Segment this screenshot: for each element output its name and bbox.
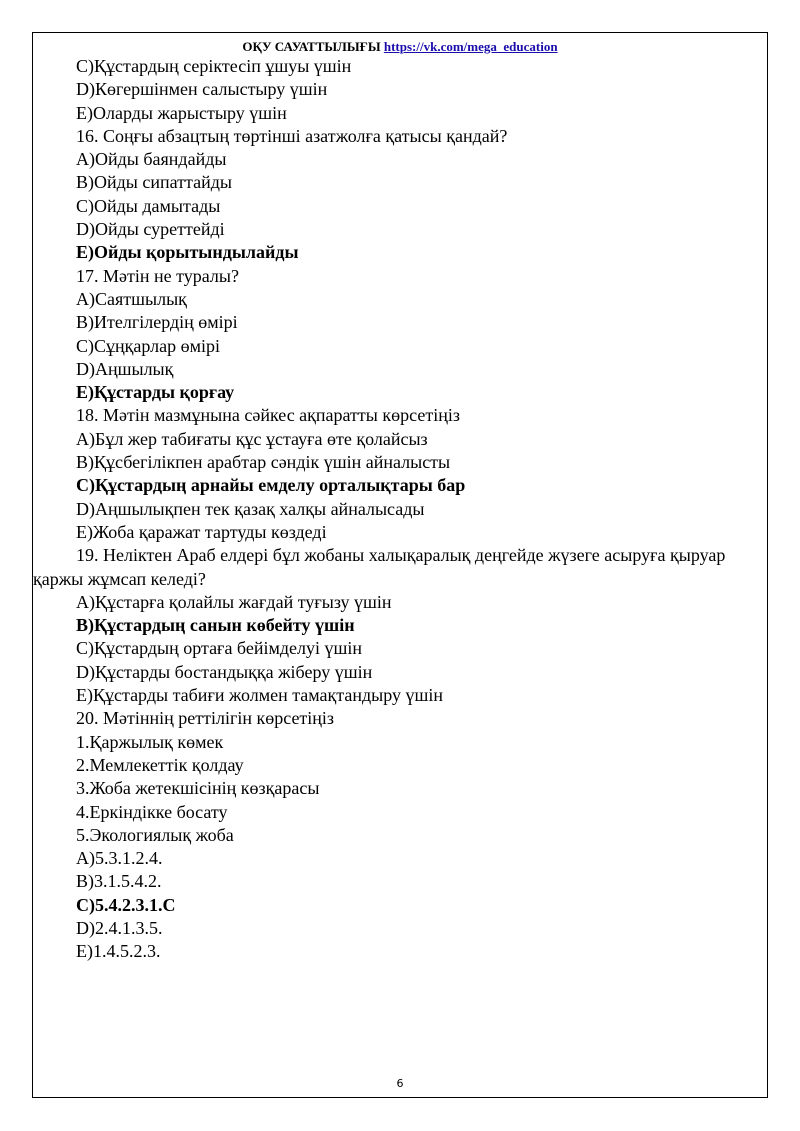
document-body [33,55,753,964]
text-line: 4.Еркіндікке босату [76,801,228,822]
text-line: D)2.4.1.3.5. [76,917,163,938]
text-line: D)Аңшылық [76,358,174,379]
text-line: 19. Неліктен Араб елдері бұл жобаны халықаралық деңгейде жүзеге асыруға қыруар қаржы жұмсап келеді? [33,545,726,589]
text-line: C)Құстардың ортаға бейімделуі үшін [76,638,362,659]
text-line: 20. Мәтіннің реттілігін көрсетіңіз [76,708,335,729]
text-line: D)Көгершінмен салыстыру үшін [76,79,328,100]
text-line: 17. Мәтін не туралы? [76,265,239,286]
text-line: 5.Экологиялық жоба [76,824,234,845]
page-number: 6 [396,1077,404,1090]
text-line: C)Құстардың серіктесіп ұшуы үшін [76,56,352,76]
text-line: D)Құстарды бостандыққа жіберу үшін [76,661,373,682]
text-line: A)Ойды баяндайды [76,149,227,170]
text-line: E)Жоба қаражат тартуды көздеді [76,521,327,542]
text-line: E)Оларды жарыстыру үшін [76,102,287,123]
text-line: C)Ойды дамытады [76,195,221,216]
text-line: 16. Соңғы абзацтың төртінші азатжолға қатысы қандай? [76,125,508,146]
header-link[interactable]: https://vk.com/mega_education [383,39,558,54]
text-line: B)3.1.5.4.2. [76,871,162,892]
answer-line-correct: B)Құстардың санын көбейту үшін [76,615,355,636]
text-line: A)Саятшылық [76,288,187,309]
text-line: D)Аңшылықпен тек қазақ халқы айналысады [76,498,425,519]
text-line: 3.Жоба жетекшісінің көзқарасы [76,778,320,799]
answer-line-correct: E)Құстарды қорғау [76,382,235,403]
answer-line-correct: E)Ойды қорытындылайды [76,242,299,263]
page-header [0,39,800,55]
text-line: 18. Мәтін мазмұнына сәйкес ақпаратты көрсетіңіз [76,405,460,426]
text-line: 2.Мемлекеттік қолдау [76,754,244,775]
text-line: A)Құстарға қолайлы жағдай туғызу үшін [76,591,392,612]
answer-line-correct: C)5.4.2.3.1.C [76,894,176,915]
text-line: A)Бұл жер табиғаты құс ұстауға өте қолайсыз [76,428,428,449]
answer-line-correct: C)Құстардың арнайы емделу орталықтары бар [76,475,466,496]
text-line: C)Сұңқарлар өмірі [76,335,220,356]
text-line: B)Ойды сипаттайды [76,172,232,193]
text-line: 1.Қаржылық көмек [76,731,224,752]
text-line: B)Құсбегілікпен арабтар сәндік үшін айналысты [76,452,451,473]
text-line: B)Ителгілердің өмірі [76,312,238,333]
header-title: ОҚУ САУАТТЫЛЫҒЫ [242,39,381,54]
text-line: A)5.3.1.2.4. [76,848,163,869]
text-line: E)Құстарды табиғи жолмен тамақтандыру үшін [76,685,443,706]
text-line: D)Ойды суреттейді [76,219,225,240]
text-line: E)1.4.5.2.3. [76,941,161,962]
